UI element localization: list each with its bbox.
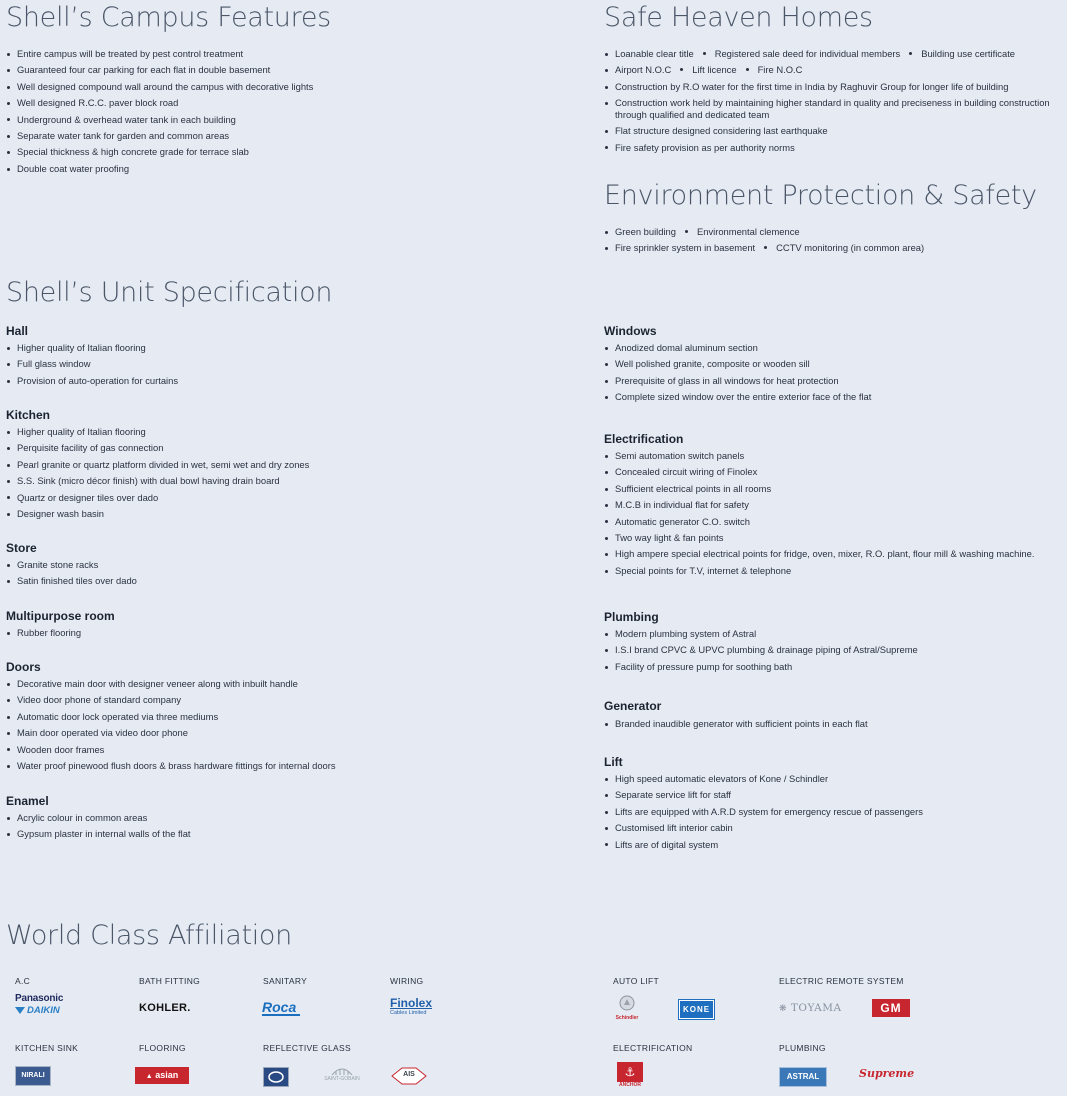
kitchen-list <box>6 424 566 522</box>
list-item: Wooden door frames <box>6 742 566 758</box>
nirali-logo: NIRALI <box>15 1066 51 1086</box>
list-item: Satin finished tiles over dado <box>6 573 566 589</box>
daikin-logo: DAIKIN <box>15 1005 63 1016</box>
affiliation-title: World Class Affiliation <box>6 920 292 951</box>
plumbing-list <box>604 626 1066 675</box>
list-item: Quartz or designer tiles over dado <box>6 490 566 506</box>
safe-homes-list <box>604 46 1066 156</box>
label-auto-lift: AUTO LIFT <box>613 976 659 986</box>
panasonic-daikin-logo <box>15 993 63 1016</box>
list-item: Entire campus will be treated by pest control treatment <box>6 46 526 62</box>
hall-list <box>6 340 566 389</box>
schindler-emblem-icon <box>619 995 635 1011</box>
list-item: Special thickness & high concrete grade for terrace slab <box>6 144 526 160</box>
roca-logo: Roca <box>262 999 300 1016</box>
environment-list <box>604 224 1066 257</box>
env-item: Green building <box>615 226 676 237</box>
generator-heading: Generator <box>604 699 662 713</box>
glass-emblem-icon <box>264 1068 288 1086</box>
glass-brand-logo <box>263 1067 289 1087</box>
list-item: High speed automatic elevators of Kone / Schindler <box>604 771 1066 787</box>
list-item: Designer wash basin <box>6 506 566 522</box>
env-item: Fire sprinkler system in basement <box>615 242 756 254</box>
list-item: Gypsum plaster in internal walls of the flat <box>6 826 566 842</box>
electrification-heading: Electrification <box>604 432 684 446</box>
astral-logo: ASTRAL <box>779 1067 827 1087</box>
toyama-flower-icon: ❋ <box>779 1004 788 1014</box>
anchor-icon: ⚓ <box>617 1062 643 1082</box>
list-item: Acrylic colour in common areas <box>6 810 566 826</box>
list-item: Well designed R.C.C. paver block road <box>6 95 526 111</box>
list-item <box>604 46 1066 62</box>
list-item: Customised lift interior cabin <box>604 820 1066 836</box>
list-item: Main door operated via video door phone <box>6 725 566 741</box>
list-item: M.C.B in individual flat for safety <box>604 497 1066 513</box>
campus-features-title: Shell’s Campus Features <box>6 2 331 33</box>
multipurpose-heading: Multipurpose room <box>6 609 115 623</box>
saint-gobain-arch-icon <box>330 1066 354 1075</box>
list-item: Special points for T.V, internet & telephone <box>604 563 1066 579</box>
list-item: High ampere special electrical points for fridge, oven, mixer, R.O. plant, flour mill & washing machine. <box>604 546 1066 562</box>
ais-logo: AIS <box>390 1066 428 1091</box>
safe-homes-title: Safe Heaven Homes <box>604 2 873 33</box>
list-item: Perquisite facility of gas connection <box>6 440 566 456</box>
unit-spec-title: Shell’s Unit Specification <box>6 277 333 308</box>
list-item: Well polished granite, composite or wooden sill <box>604 356 1066 372</box>
gm-logo: GM <box>872 999 910 1017</box>
list-item <box>604 240 1066 256</box>
list-item: Guaranteed four car parking for each flat in double basement <box>6 62 526 78</box>
safe-item: Loanable clear title <box>615 48 694 59</box>
list-item: Branded inaudible generator with sufficient points in each flat <box>604 716 1066 732</box>
electrification-list <box>604 448 1066 579</box>
list-item: Separate water tank for garden and common areas <box>6 128 526 144</box>
list-item: Water proof pinewood flush doors & brass hardware fittings for internal doors <box>6 758 566 774</box>
campus-features-list <box>6 46 526 177</box>
doors-list <box>6 676 566 774</box>
safe-item: Lift licence <box>692 64 737 76</box>
list-item: Flat structure designed considering last earthquake <box>604 123 1066 139</box>
list-item: Anodized domal aluminum section <box>604 340 1066 356</box>
safe-item: Registered sale deed for individual members <box>714 48 901 59</box>
list-item: Concealed circuit wiring of Finolex <box>604 464 1066 480</box>
list-item: Complete sized window over the entire exterior face of the flat <box>604 389 1066 405</box>
kohler-logo: KOHLER. <box>139 1002 191 1014</box>
label-sanitary: SANITARY <box>263 976 308 986</box>
lift-heading: Lift <box>604 755 623 769</box>
list-item: Automatic generator C.O. switch <box>604 514 1066 530</box>
list-item: I.S.I brand CPVC & UPVC plumbing & drainage piping of Astral/Supreme <box>604 642 1066 658</box>
kone-logo: KONE <box>679 1000 714 1019</box>
label-wiring: WIRING <box>390 976 424 986</box>
asian-paints-emblem-icon: ▲ <box>145 1073 153 1080</box>
list-item: Automatic door lock operated via three mediums <box>6 709 566 725</box>
list-item: Sufficient electrical points in all rooms <box>604 481 1066 497</box>
list-item: Semi automation switch panels <box>604 448 1066 464</box>
list-item: Modern plumbing system of Astral <box>604 626 1066 642</box>
list-item: Double coat water proofing <box>6 161 526 177</box>
saint-gobain-logo: SAINT-GOBAIN <box>318 1066 366 1083</box>
list-item <box>604 224 1066 240</box>
finolex-logo: Finolex Cables Limited <box>390 996 433 1016</box>
environment-title: Environment Protection & Safety <box>604 180 1037 211</box>
multipurpose-list <box>6 625 566 641</box>
hall-heading: Hall <box>6 324 29 338</box>
env-item: Environmental clemence <box>696 226 800 237</box>
windows-list <box>604 340 1066 406</box>
list-item: Rubber flooring <box>6 625 566 641</box>
list-item: Decorative main door with designer veneer along with inbuilt handle <box>6 676 566 692</box>
label-kitchen-sink: KITCHEN SINK <box>15 1043 79 1053</box>
label-electrification: ELECTRIFICATION <box>613 1043 693 1053</box>
label-plumbing: PLUMBING <box>779 1043 826 1053</box>
doors-heading: Doors <box>6 660 41 674</box>
env-item: CCTV monitoring (in common area) <box>776 242 925 254</box>
store-heading: Store <box>6 541 37 555</box>
asian-paints-logo: ▲ asian <box>135 1067 189 1084</box>
list-item: Higher quality of Italian flooring <box>6 424 566 440</box>
label-electric-remote: ELECTRIC REMOTE SYSTEM <box>779 976 904 986</box>
list-item: Fire safety provision as per authority norms <box>604 140 1066 156</box>
list-item: Two way light & fan points <box>604 530 1066 546</box>
list-item: Higher quality of Italian flooring <box>6 340 566 356</box>
list-item: Full glass window <box>6 356 566 372</box>
safe-item: Building use certificate <box>921 48 1016 59</box>
list-item <box>604 62 1066 78</box>
enamel-heading: Enamel <box>6 794 49 808</box>
toyama-logo: ❋ TOYAMA <box>779 1002 842 1014</box>
panasonic-logo: Panasonic <box>15 993 64 1004</box>
label-reflective-glass: REFLECTIVE GLASS <box>263 1043 351 1053</box>
list-item: Prerequisite of glass in all windows for heat protection <box>604 373 1066 389</box>
label-ac: A.C <box>15 976 31 986</box>
plumbing-heading: Plumbing <box>604 610 659 624</box>
lift-list <box>604 771 1066 853</box>
list-item: Separate service lift for staff <box>604 787 1066 803</box>
label-bath-fitting: BATH FITTING <box>139 976 201 986</box>
windows-heading: Windows <box>604 324 657 338</box>
generator-list <box>604 716 1066 732</box>
kitchen-heading: Kitchen <box>6 408 51 422</box>
list-item: Construction work held by maintaining higher standard in quality and preciseness in building construction through qualified and dedicated team <box>604 95 1066 123</box>
daikin-triangle-icon <box>15 1007 25 1014</box>
label-flooring: FLOORING <box>139 1043 186 1053</box>
schindler-logo: Schindler <box>614 995 640 1021</box>
list-item: S.S. Sink (micro décor finish) with dual bowl having drain board <box>6 473 566 489</box>
list-item: Granite stone racks <box>6 557 566 573</box>
list-item: Lifts are of digital system <box>604 837 1066 853</box>
list-item: Video door phone of standard company <box>6 692 566 708</box>
list-item: Facility of pressure pump for soothing bath <box>604 659 1066 675</box>
list-item: Provision of auto-operation for curtains <box>6 373 566 389</box>
enamel-list <box>6 810 566 843</box>
list-item: Pearl granite or quartz platform divided in wet, semi wet and dry zones <box>6 457 566 473</box>
list-item: Underground & overhead water tank in each building <box>6 112 526 128</box>
store-list <box>6 557 566 590</box>
safe-item: Fire N.O.C <box>757 64 803 76</box>
anchor-logo: ⚓ ANCHOR <box>617 1062 643 1090</box>
list-item: Lifts are equipped with A.R.D system for emergency rescue of passengers <box>604 804 1066 820</box>
supreme-logo: Supreme <box>859 1067 915 1080</box>
safe-item: Airport N.O.C <box>615 64 672 76</box>
list-item: Well designed compound wall around the campus with decorative lights <box>6 79 526 95</box>
list-item: Construction by R.O water for the first time in India by Raghuvir Group for longer life of building <box>604 79 1066 95</box>
